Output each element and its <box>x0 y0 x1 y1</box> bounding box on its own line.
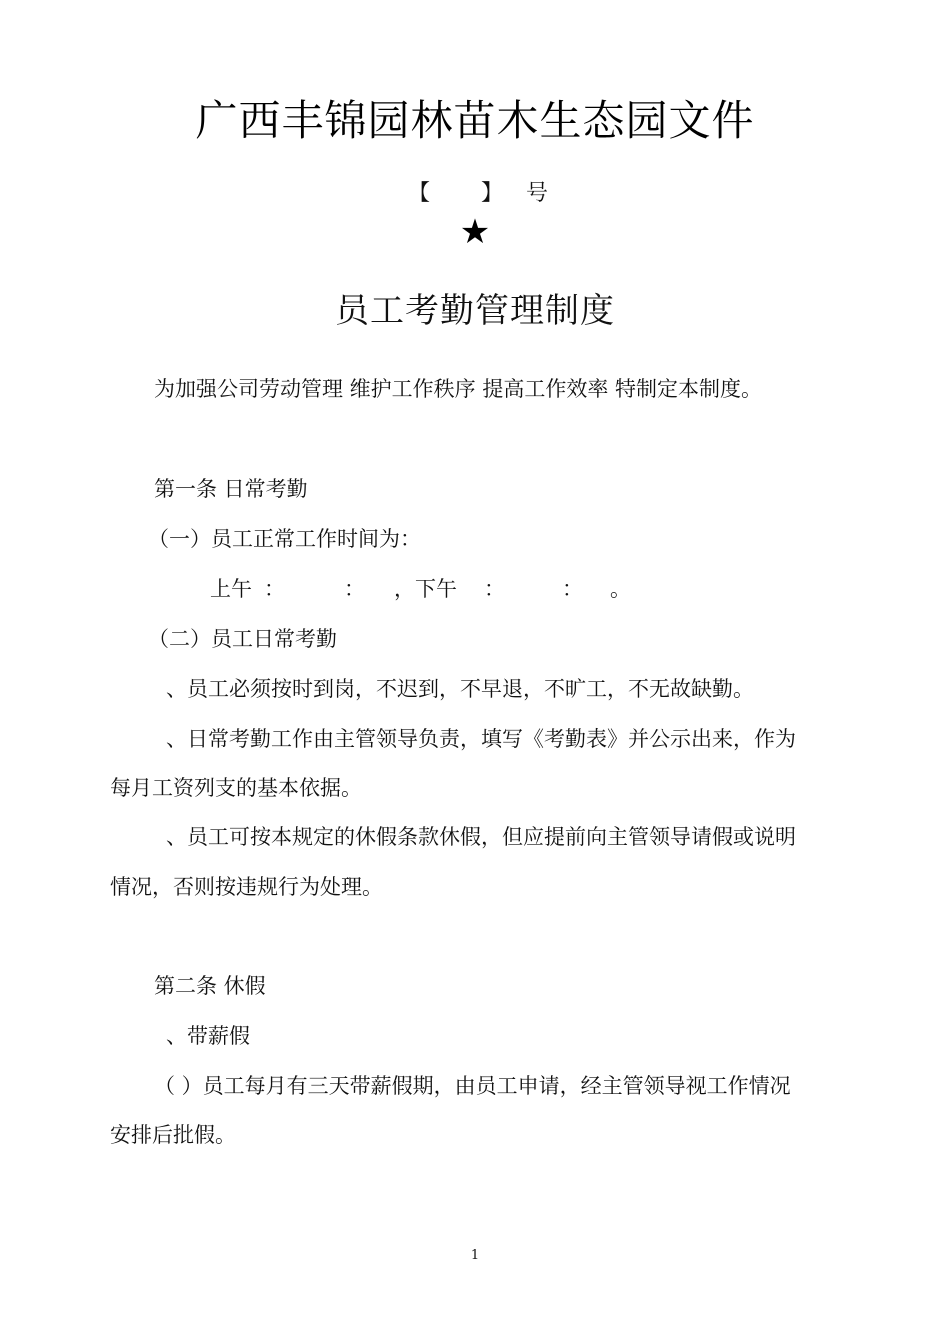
doc-title: 员工考勤管理制度 <box>335 291 615 331</box>
article1-sub2: （二）员工日常考勤 <box>148 627 337 651</box>
doc-number-suffix: 号 <box>526 181 549 206</box>
article1-item1: 、员工必须按时到岗，不迟到，不早退，不旷工，不无故缺勤。 <box>166 677 754 701</box>
page-number: 1 <box>470 1248 480 1263</box>
article1-item2-line2: 每月工资列支的基本依据。 <box>110 776 362 800</box>
article2-heading: 第二条 休假 <box>154 974 266 998</box>
intro-paragraph: 为加强公司劳动管理 维护工作秩序 提高工作效率 特制定本制度。 <box>154 377 763 401</box>
time-colon: ： <box>562 577 583 601</box>
time-colon: ： <box>484 577 505 601</box>
time-colon: ： <box>264 577 285 601</box>
doc-number-open-bracket: 【 <box>408 181 431 206</box>
article1-sub1: （一）员工正常工作时间为： <box>148 527 421 551</box>
article2-item1: 、带薪假 <box>166 1024 250 1048</box>
article2-sub1-line1: （ ）员工每月有三天带薪假期，由员工申请，经主管领导视工作情况 <box>154 1074 791 1098</box>
article1-heading: 第一条 日常考勤 <box>154 477 308 501</box>
time-morning-label: 上午 <box>210 577 252 601</box>
article1-item3-line1: 、员工可按本规定的休假条款休假，但应提前向主管领导请假或说明 <box>166 825 796 849</box>
time-period: 。 <box>610 577 631 601</box>
star-icon: ★ <box>459 212 491 252</box>
time-afternoon-label: ，下午 <box>394 577 457 601</box>
org-title: 广西丰锦园林苗木生态园文件 <box>195 96 755 145</box>
article2-sub1-line2: 安排后批假。 <box>110 1123 236 1147</box>
article1-item3-line2: 情况，否则按违规行为处理。 <box>110 875 383 899</box>
doc-number-close-bracket: 】 <box>481 181 504 206</box>
time-colon: ： <box>344 577 365 601</box>
article1-item2-line1: 、日常考勤工作由主管领导负责，填写《考勤表》并公示出来，作为 <box>166 727 796 751</box>
